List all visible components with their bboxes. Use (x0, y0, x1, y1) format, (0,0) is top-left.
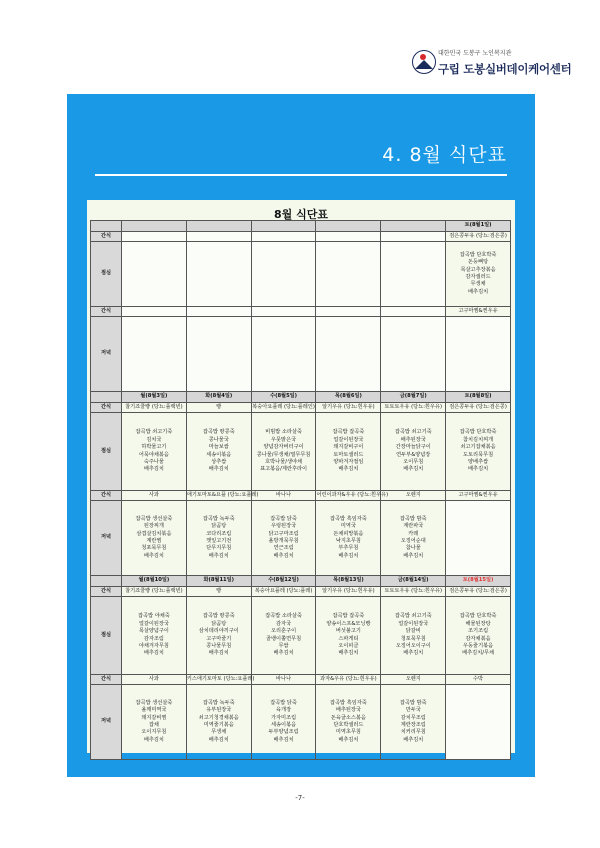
menu-item: 감자조림 (143, 635, 164, 642)
menu-item: 닭갈비 (405, 628, 421, 635)
menu-item: 오이피클 (338, 642, 359, 649)
menu-item: 낙지초무침 (335, 538, 361, 544)
menu-item: 호박나물/생야채 (265, 458, 302, 465)
menu-item: 오징어순대 (400, 538, 426, 544)
menu-item: 돼지갈비구이 (333, 444, 364, 451)
pm-snack-cell: 어린이과자&우유 (당뇨:흰우유) (316, 491, 381, 501)
menu-sheet (87, 200, 515, 753)
menu-item: 감자채볶음 (465, 635, 491, 642)
menu-item: 잡곡밥 쇠고기죽 (394, 613, 432, 620)
center-subtitle: 대한민국 도봉구 노인복지관 (438, 50, 512, 57)
day-header (186, 221, 251, 232)
menu-item: 상추쌈 (211, 458, 227, 465)
dinner-cell (381, 685, 446, 760)
menu-item: 콩나물무침 (206, 642, 232, 649)
day-header: 월(8월10일) (122, 576, 187, 587)
dinner-cell (316, 685, 381, 760)
dinner-label: 저녁 (91, 501, 122, 576)
mountain-logo-icon (412, 50, 436, 74)
pm-snack-cell: 키스애기토마토 (당뇨:요플레) (186, 675, 251, 685)
title-underline (95, 174, 507, 176)
menu-item: 버섯불고기 (335, 628, 361, 635)
snack-label: 간식 (91, 403, 122, 413)
menu-item: 양배추쌈 (468, 458, 489, 465)
menu-item: 잡곡밥 단호박죽 (459, 251, 497, 258)
lunch-cell (446, 413, 511, 491)
pm-snack-cell: 고구마찜&찐우유 (446, 491, 511, 501)
center-logo (412, 50, 572, 80)
day-header: 토(8월15일) (446, 576, 511, 587)
menu-item: 가자미조림 (271, 714, 297, 721)
day-header-corner (91, 576, 122, 587)
menu-item: 어묵야채볶음 (138, 451, 169, 458)
menu-item: 연두부&양념장 (396, 451, 431, 458)
menu-item: 잡곡밥 쇠고기죽 (394, 429, 432, 436)
am-snack-cell: 찰기죠쿨빵 (당뇨:플랙빈) (122, 587, 187, 597)
menu-item: 잡곡밥 생선살죽 (135, 515, 173, 522)
meal-table (90, 220, 511, 760)
am-snack-cell (186, 232, 251, 242)
menu-item: 유부된장국 (206, 707, 232, 714)
menu-item: 청포묵무침 (141, 545, 167, 552)
menu-item: 숙주나물 (143, 458, 164, 465)
lunch-cell (446, 597, 511, 675)
page-number: -7- (295, 794, 305, 802)
menu-item: 단호박샐러드 (333, 722, 364, 728)
menu-item: 무생채 (470, 281, 486, 288)
menu-item: 돼지갈비찜 (141, 714, 167, 721)
day-header: 화(8월11일) (186, 576, 251, 587)
dinner-cell (446, 685, 511, 760)
lunch-cell (251, 597, 316, 675)
menu-item: 배추김치 (338, 736, 359, 743)
menu-item: 배추김치 (338, 466, 359, 473)
lunch-cell (186, 597, 251, 675)
day-header: 토(8월8일) (446, 392, 511, 403)
am-snack-cell (122, 232, 187, 242)
day-header (122, 221, 187, 232)
dinner-cell (122, 501, 187, 576)
lunch-cell (186, 242, 251, 307)
menu-item: 참나물 (405, 545, 421, 552)
menu-item: 배추김치/무채 (462, 650, 494, 657)
am-snack-cell: 알기우유 (당뇨:흰우유) (316, 587, 381, 597)
menu-item: 비빔밥 소라살죽 (265, 429, 302, 436)
menu-item: 잡곡밥 쇠고기죽 (135, 429, 173, 436)
menu-item: 미역줄기볶음 (203, 722, 234, 728)
menu-item: 배추김치 (338, 650, 359, 657)
dinner-cell (251, 317, 316, 392)
pm-snack-cell (381, 307, 446, 317)
snack-label: 간식 (91, 587, 122, 597)
menu-item: 고구마줄기 (206, 635, 232, 642)
am-snack-cell (251, 232, 316, 242)
am-snack-cell: 토토토우유 (당뇨:흰우유) (381, 587, 446, 597)
menu-item: 돈육굴소스볶음 (330, 714, 366, 721)
menu-item: 갈치무조림 (400, 714, 426, 721)
menu-item: 우동줄기볶음 (463, 642, 494, 649)
pm-snack-cell: 바나나 (251, 675, 316, 685)
day-header-corner (91, 221, 122, 232)
menu-item: 닭곰탕 (211, 620, 227, 627)
menu-item: 미역초무침 (335, 729, 361, 736)
day-header: 화(8월4일) (186, 392, 251, 403)
pm-snack-cell: 오렌지 (381, 491, 446, 501)
menu-item: 세송이볶음 (206, 451, 232, 458)
am-snack-cell: 알기우유 (당뇨:흰우유) (316, 403, 381, 413)
menu-item: 잡곡밥 녹두죽 (202, 515, 235, 522)
menu-item: 닭고구마조림 (268, 530, 299, 537)
menu-item: 목살양념구이 (138, 628, 169, 635)
am-snack-cell: 빵 (186, 587, 251, 597)
dinner-cell (186, 501, 251, 576)
menu-item: 오리훈구이 (271, 628, 297, 635)
lunch-cell (122, 413, 187, 491)
menu-item: 쇠고기잡채볶음 (460, 444, 496, 451)
lunch-cell (251, 242, 316, 307)
lunch-cell (381, 242, 446, 307)
menu-item: 부추무침 (338, 545, 359, 552)
menu-item: 참치김치찌개 (463, 436, 494, 443)
menu-item: 잡곡밥 흑임자죽 (330, 515, 367, 522)
pm-snack-cell: 오렌지 (381, 675, 446, 685)
menu-item: 배추김치 (273, 552, 294, 559)
menu-item: 올깨미역국 (141, 707, 167, 714)
day-header (251, 221, 316, 232)
lunch-cell (316, 413, 381, 491)
menu-item: 배추김치 (208, 736, 229, 743)
menu-item: 우뭇맑은국 (271, 436, 297, 443)
menu-item: 잡곡밥 땅콩죽 (202, 613, 235, 620)
menu-item: 양파겨자절임 (333, 458, 364, 465)
dinner-label: 저녁 (91, 685, 122, 760)
menu-item: 삼치데리야끼구이 (198, 628, 239, 635)
menu-item: 쇠고기청경채볶음 (198, 714, 239, 721)
menu-item: 양송이스프&모닝빵 (326, 620, 371, 627)
lunch-label: 점심 (91, 597, 122, 675)
menu-item: 토마토샐러드 (333, 451, 364, 458)
am-snack-cell: 빵 (186, 403, 251, 413)
snack-label: 간식 (91, 232, 122, 242)
day-header: 금(8월7일) (381, 392, 446, 403)
pm-snack-cell: 고구마찜&찐우유 (446, 307, 511, 317)
menu-item: 얼갈이된장국 (398, 620, 429, 627)
dinner-cell (122, 317, 187, 392)
menu-item: 계란파국 (403, 523, 424, 530)
menu-item: 야채겨자무침 (138, 642, 169, 649)
snack-label: 간식 (91, 675, 122, 685)
menu-item: 얼갈이된장국 (138, 620, 169, 627)
pm-snack-cell: 애기토마토&요플 (당뇨:요플레) (186, 491, 251, 501)
menu-item: 잡곡밥 땅콩죽 (202, 429, 235, 436)
menu-item: 오이지무침 (141, 729, 167, 736)
center-name: 구립 도봉실버데이케어센터 (438, 62, 572, 76)
snack-label: 간식 (91, 491, 122, 501)
menu-item: 해물된장탕 (465, 620, 491, 627)
day-header: 토(8월1일) (446, 221, 511, 232)
dinner-cell (251, 501, 316, 576)
dinner-cell (446, 317, 511, 392)
lunch-cell (122, 242, 187, 307)
dinner-cell (122, 685, 187, 760)
menu-item: 배추김치 (468, 288, 489, 295)
menu-item: 양념감자버터구이 (263, 444, 304, 451)
menu-item: 미역국 (340, 523, 356, 530)
lunch-cell (316, 597, 381, 675)
menu-item: 계란장조림 (400, 722, 426, 728)
menu-item: 골뱅이쫄면무침 (266, 635, 302, 642)
menu-item: 닭곰탕 (211, 523, 227, 530)
menu-item: 배추김치 (208, 650, 229, 657)
lunch-label: 점심 (91, 413, 122, 491)
menu-item: 잡곡밥 단호박죽 (459, 613, 497, 620)
am-snack-cell (316, 232, 381, 242)
menu-item: 깻잎고기전 (206, 538, 232, 544)
menu-item: 육개장 (276, 707, 292, 714)
dinner-cell (446, 501, 511, 576)
menu-item: 배추된장국 (335, 707, 361, 714)
menu-item: 올방개묵무침 (268, 538, 299, 544)
menu-item: 배추김치 (273, 650, 294, 657)
menu-item: 표고볶음/계란후라이 (260, 466, 307, 473)
pm-snack-cell: 수박 (446, 675, 511, 685)
menu-item: 잡곡밥 단호박죽 (459, 429, 497, 436)
am-snack-cell: 토토토우유 (당뇨:흰우유) (381, 403, 446, 413)
menu-item: 무생채 (211, 729, 227, 736)
menu-item: 돈채피망볶음 (333, 530, 364, 537)
menu-item: 배추김치 (273, 736, 294, 743)
menu-item: 잡곡밥 닭죽 (270, 515, 297, 522)
menu-item: 세송이볶음 (271, 722, 297, 728)
menu-item: 잡곡밥 잡곡죽 (332, 613, 365, 620)
pm-snack-cell (316, 307, 381, 317)
day-header: 월(8월3일) (122, 392, 187, 403)
pm-snack-cell: 사과 (122, 491, 187, 501)
lunch-cell (122, 597, 187, 675)
dinner-label: 저녁 (91, 317, 122, 392)
snack-label: 간식 (91, 307, 122, 317)
menu-item: 목살고추장볶음 (460, 266, 496, 273)
lunch-label: 점심 (91, 242, 122, 307)
dinner-cell (381, 317, 446, 392)
menu-item: 마늘보쌈 (208, 444, 229, 451)
menu-item: 오이무침 (403, 458, 424, 465)
lunch-cell (186, 413, 251, 491)
pm-snack-cell (251, 307, 316, 317)
pm-snack-cell (122, 307, 187, 317)
menu-item: 잡곡밥 흑임자죽 (330, 699, 367, 706)
menu-item: 잡곡밥 닭죽 (270, 699, 297, 706)
pm-snack-cell: 과자&우유 (당뇨:흰우유) (316, 675, 381, 685)
menu-item: 잡곡밥 야채죽 (138, 613, 170, 620)
menu-item: 배추된장국 (400, 436, 426, 443)
menu-item: 스파게티 (338, 635, 359, 642)
lunch-cell (251, 413, 316, 491)
day-header-corner (91, 392, 122, 403)
day-header: 수(8월5일) (251, 392, 316, 403)
menu-item: 배추김치 (403, 736, 424, 743)
dinner-cell (186, 685, 251, 760)
menu-item: 잡곡밥 밤죽 (399, 515, 427, 522)
lunch-cell (316, 242, 381, 307)
dinner-cell (186, 317, 251, 392)
menu-item: 배추김치 (208, 552, 229, 559)
menu-item: 우렁된장국 (271, 523, 297, 530)
menu-item: 잡곡밥 소라살죽 (265, 613, 302, 620)
day-header: 목(8월6일) (316, 392, 381, 403)
menu-item: 두부양념조림 (268, 729, 299, 736)
am-snack-cell: 찰기죠쿨빵 (당뇨:플랙빈) (122, 403, 187, 413)
menu-item: 콩나물국 (208, 436, 229, 443)
lunch-cell (446, 242, 511, 307)
menu-item: 치커리무침 (400, 729, 426, 736)
am-snack-cell: 검은콩두유 (당뇨:검은콩) (446, 403, 511, 413)
am-snack-cell: 검은콩두유 (당뇨:검은콩) (446, 587, 511, 597)
day-header (381, 221, 446, 232)
menu-item: 간장마늘닭구이 (395, 444, 431, 451)
day-header (316, 221, 381, 232)
am-snack-cell: 복숭아요플레 (당뇨:플레인) (251, 403, 316, 413)
menu-item: 배추김치 (403, 552, 424, 559)
sheet-title: 8월 식단표 (274, 208, 328, 221)
menu-item: 단무지무침 (206, 545, 232, 552)
dinner-cell (316, 317, 381, 392)
am-snack-cell: 복숭아요플레 (당뇨:플레) (251, 587, 316, 597)
menu-item: 잡곡밥 밤죽 (399, 699, 427, 706)
menu-item: 김치국 (146, 436, 162, 443)
pm-snack-cell (186, 307, 251, 317)
menu-item: 배추김치 (403, 466, 424, 473)
menu-item: 도토리묵무침 (463, 451, 494, 458)
menu-item: 된장찌개 (143, 523, 164, 530)
menu-item: 배추김치 (143, 552, 164, 559)
menu-item: 배추김치 (468, 466, 489, 473)
dinner-cell (381, 501, 446, 576)
menu-item: 콩나물/무생채/열무무침 (256, 451, 311, 458)
menu-item: 코다리조림 (206, 530, 232, 537)
lunch-cell (381, 413, 446, 491)
menu-item: 배추김치 (208, 466, 229, 473)
menu-item: 돈등뼈탕 (468, 259, 489, 266)
menu-item: 계란찜 (146, 538, 162, 544)
page-title: 4. 8월 식단표 (382, 144, 507, 166)
menu-item: 잡곡밥 생선살죽 (135, 699, 173, 706)
am-snack-cell: 검은콩두유 (당뇨:검은콩) (446, 232, 511, 242)
menu-item: 잡곡밥 잡곡죽 (332, 429, 365, 436)
pm-snack-cell: 사과 (122, 675, 187, 685)
day-header: 수(8월12일) (251, 576, 316, 587)
menu-item: 청포묵무침 (400, 635, 426, 642)
menu-item: 배추김치 (143, 650, 164, 657)
menu-item: 삼겹살김치볶음 (136, 530, 172, 537)
day-header: 목(8월13일) (316, 576, 381, 587)
menu-item: 감자샐러드 (465, 274, 491, 280)
day-header: 금(8월14일) (381, 576, 446, 587)
menu-item: 잡곡밥 녹두죽 (202, 699, 235, 706)
menu-item: 배추김치 (403, 650, 424, 657)
menu-item: 배추김치 (338, 552, 359, 559)
content-frame (67, 94, 535, 777)
menu-item: 배추김치 (143, 736, 164, 743)
menu-item: 얼갈이된장국 (333, 436, 364, 443)
menu-item: 배추김치 (143, 466, 164, 473)
menu-item: 하박물고기 (141, 444, 167, 451)
menu-item: 감자국 (276, 620, 292, 627)
am-snack-cell (381, 232, 446, 242)
lunch-cell (381, 597, 446, 675)
menu-item: 잡채 (148, 722, 159, 728)
menu-item: 만두국 (405, 707, 421, 714)
dinner-cell (251, 685, 316, 760)
menu-item: 카레 (408, 530, 419, 537)
menu-item: 연근조림 (273, 545, 294, 552)
pm-snack-cell: 바나나 (251, 491, 316, 501)
menu-item: 무쌈 (278, 642, 289, 649)
menu-item: 오징어오이구이 (395, 642, 431, 649)
menu-item: 조기조림 (468, 628, 489, 635)
dinner-cell (316, 501, 381, 576)
